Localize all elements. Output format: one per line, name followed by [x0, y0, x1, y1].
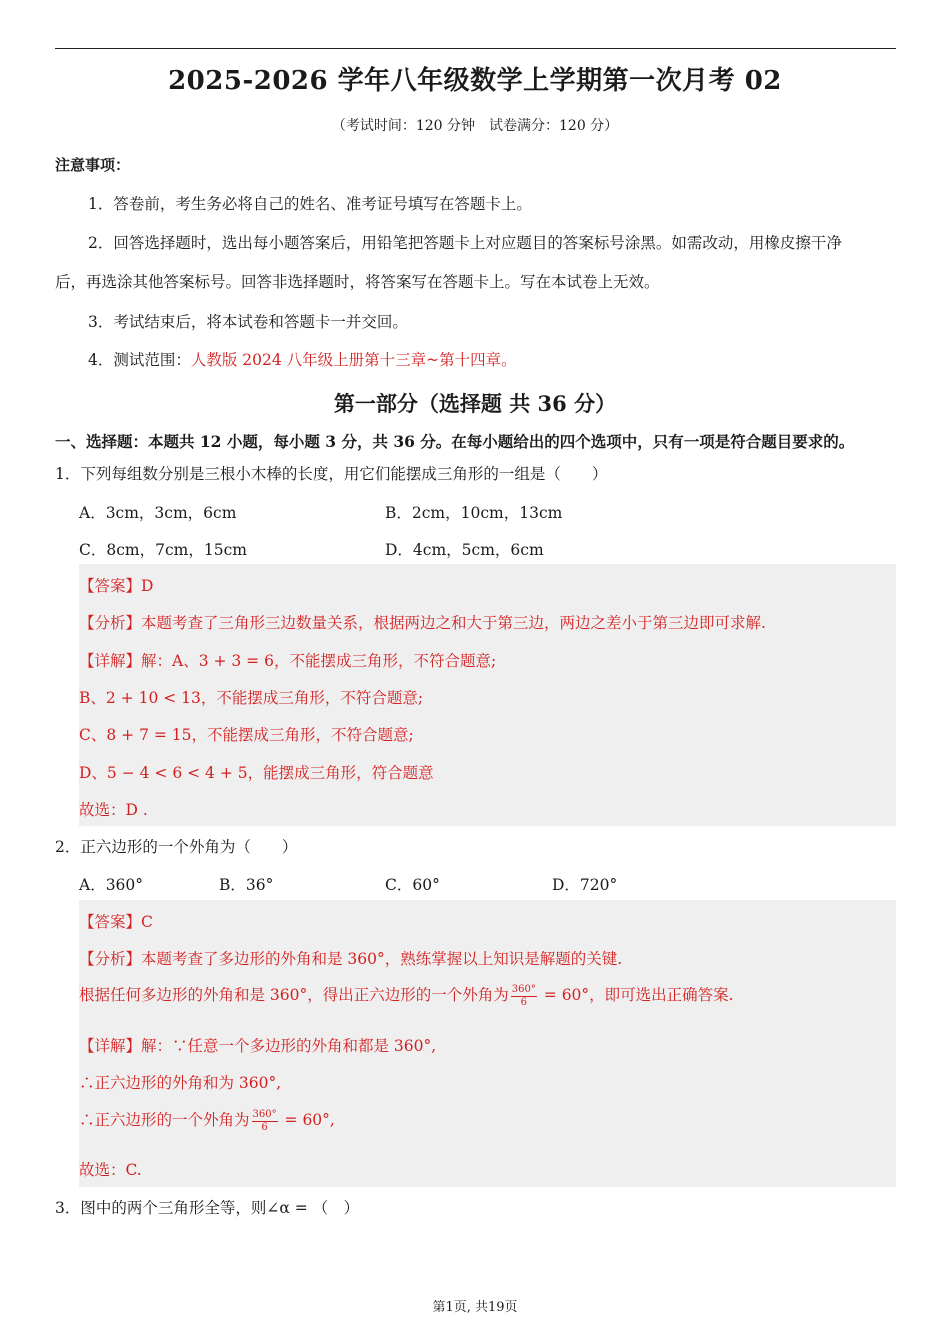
q2-detail-line: 【详解】解：∵任意一个多边形的外角和都是 360°, [79, 1037, 437, 1055]
question-1-stem: 1．下列每组数分别是三根小木棒的长度，用它们能摆成三角形的一组是（ ） [55, 465, 608, 483]
scope-label: 4．测试范围： [88, 351, 191, 369]
q1-option-d: D．4cm，5cm，6cm [385, 541, 544, 559]
note-item: 1．答卷前，考生务必将自己的姓名、准考证号填写在答题卡上。 [88, 195, 532, 213]
q2-detail-text: ∴正六边形的一个外角为 [79, 1111, 250, 1129]
section-heading: 一、选择题：本题共 12 小题，每小题 3 分，共 36 分。在每小题给出的四个选项中，只有一项是符合题目要求的。 [55, 432, 855, 451]
note-item: 2．回答选择题时，选出每小题答案后，用铅笔把答题卡上对应题目的答案标号涂黑。如需改动，用橡皮擦干净 [88, 234, 842, 252]
question-2-stem: 2．正六边形的一个外角为（ ） [55, 838, 298, 856]
q1-detail-line: C、8 + 7 = 15，不能摆成三角形，不符合题意; [79, 726, 414, 744]
q2-conclusion: 故选：C. [79, 1161, 142, 1179]
q2-answer: 【答案】C [79, 913, 153, 931]
q2-detail-line: ∴正六边形的外角和为 360°, [79, 1074, 282, 1092]
top-rule [55, 48, 896, 49]
question-3-stem: 3．图中的两个三角形全等，则∠α = （ ） [55, 1199, 360, 1217]
q2-option-d: D．720° [552, 876, 618, 894]
q2-option-b: B．36° [219, 876, 274, 894]
fraction [252, 1109, 278, 1134]
q1-answer: 【答案】D [79, 577, 154, 595]
fraction-denominator: 6 [520, 996, 527, 1008]
note-item-scope [88, 348, 517, 370]
fraction-numerator: 360° [511, 983, 536, 995]
q2-hint-text: = 60°，即可选出正确答案. [538, 986, 734, 1004]
fraction-denominator: 6 [261, 1121, 268, 1133]
q1-analysis: 【分析】本题考查了三角形三边数量关系，根据两边之和大于第三边，两边之差小于第三边即可求解. [79, 614, 766, 632]
note-item: 3．考试结束后，将本试卷和答题卡一并交回。 [88, 313, 408, 331]
q2-option-c: C．60° [385, 876, 440, 894]
q1-detail-line: B、2 + 10 < 13，不能摆成三角形，不符合题意; [79, 689, 424, 707]
page-title: 2025-2026 学年八年级数学上学期第一次月考 02 [168, 66, 782, 96]
note-item: 后，再选涂其他答案标号。回答非选择题时，将答案写在答题卡上。写在本试卷上无效。 [55, 273, 660, 291]
q2-hint [79, 983, 734, 1009]
q1-option-a: A．3cm，3cm，6cm [79, 504, 237, 522]
q1-conclusion: 故选：D . [79, 801, 148, 819]
q2-analysis: 【分析】本题考查了多边形的外角和是 360°，熟练掌握以上知识是解题的关键. [79, 950, 623, 968]
q1-detail-line: 【详解】解：A、3 + 3 = 6，不能摆成三角形，不符合题意; [79, 652, 497, 670]
notes-heading: 注意事项： [55, 156, 131, 174]
part-title: 第一部分（选择题 共 36 分） [333, 391, 617, 416]
q2-option-a: A．360° [79, 876, 144, 894]
fraction [511, 984, 537, 1009]
q1-option-b: B．2cm，10cm，13cm [385, 504, 563, 522]
q2-hint-text: 根据任何多边形的外角和是 360°，得出正六边形的一个外角为 [79, 986, 509, 1004]
exam-info: （考试时间：120 分钟 试卷满分：120 分） [331, 118, 619, 134]
q2-detail-line [79, 1108, 335, 1134]
page-footer: 第1页, 共19页 [432, 1300, 518, 1315]
q2-detail-text: = 60°, [279, 1111, 335, 1129]
q1-detail-line: D、5 − 4 < 6 < 4 + 5，能摆成三角形，符合题意 [79, 764, 434, 782]
q1-option-c: C．8cm，7cm，15cm [79, 541, 247, 559]
scope-value: 人教版 2024 八年级上册第十三章~第十四章。 [190, 351, 517, 369]
fraction-numerator: 360° [252, 1108, 277, 1120]
